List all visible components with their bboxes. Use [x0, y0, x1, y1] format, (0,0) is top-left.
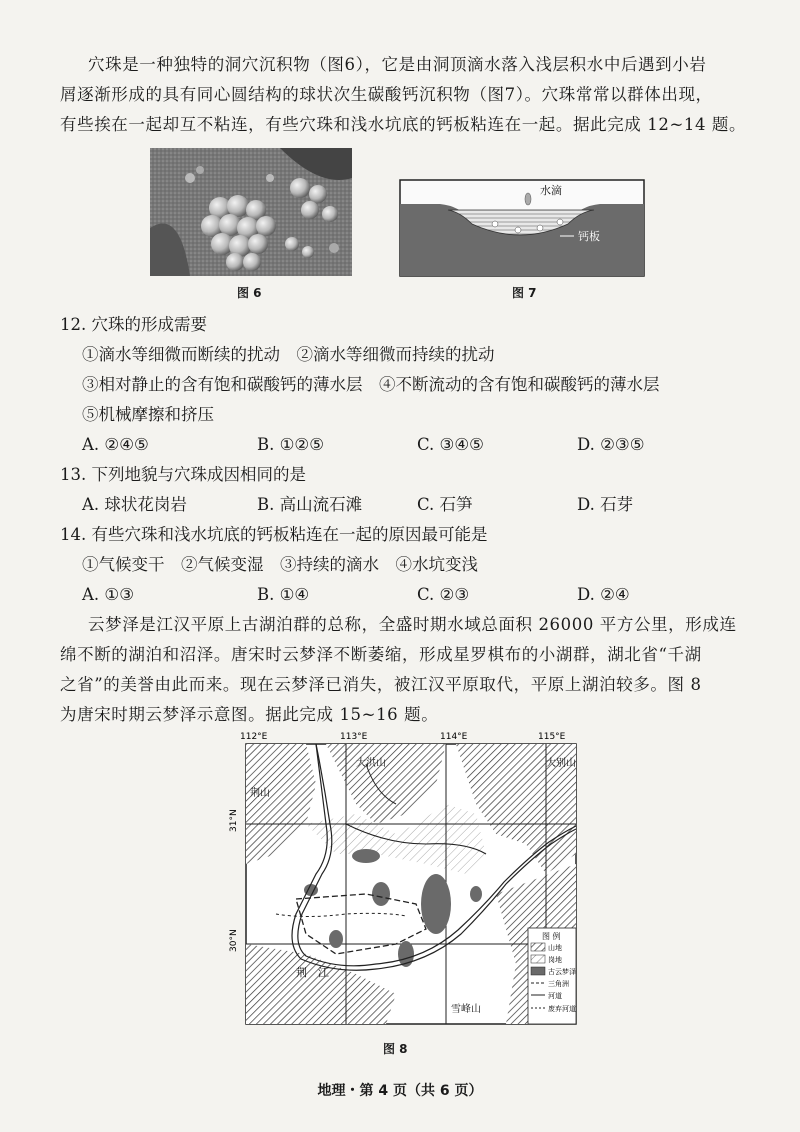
- label-water-drop: 水滴: [540, 184, 562, 197]
- intro-paragraph-1: [60, 50, 766, 140]
- lat-label: 31°N: [229, 809, 239, 832]
- lon-label: 112°E: [240, 732, 268, 742]
- water-drop-icon: [525, 193, 531, 205]
- intro-paragraph-2: [60, 610, 766, 730]
- label-dahongshan: 大洪山: [356, 758, 386, 769]
- figure-6-caption: 图 6: [237, 286, 262, 300]
- intro2-line: 之省”的美誉由此而来。现在云梦泽已消失，被江汉平原取代，平原上湖泊较多。图 8: [60, 675, 702, 694]
- figure-8-caption: 图 8: [383, 1042, 408, 1056]
- lake-yunmeng: [329, 930, 343, 948]
- lon-label: 115°E: [538, 732, 566, 742]
- choice-d[interactable]: D. ②③⑤: [577, 435, 645, 454]
- label-xuefengshan: 雪峰山: [451, 1004, 481, 1015]
- intro2-line: 云梦泽是江汉平原上古湖泊群的总称，全盛时期水域总面积 26000 平方公里，形成连: [88, 615, 737, 634]
- legend-title: 图 例: [542, 932, 561, 941]
- lon-label: 113°E: [340, 732, 368, 742]
- question-12-item: ⑤机械摩擦和挤压: [82, 405, 214, 424]
- choice-a[interactable]: A. ②④⑤: [82, 435, 149, 454]
- choice-c[interactable]: C. ②③: [417, 585, 470, 604]
- label-calcium-plate: 钙板: [578, 230, 600, 243]
- question-13-stem: 13. 下列地貌与穴珠成因相同的是: [60, 465, 306, 484]
- question-14-item: ①气候变干 ②气候变湿 ③持续的滴水 ④水坑变浅: [82, 555, 478, 574]
- intro2-line: 为唐宋时期云梦泽示意图。据此完成 15~16 题。: [60, 705, 439, 724]
- choice-d[interactable]: D. 石芽: [577, 495, 634, 514]
- choice-c[interactable]: C. 石笋: [417, 495, 473, 514]
- question-14-stem: 14. 有些穴珠和浅水坑底的钙板粘连在一起的原因最可能是: [60, 525, 488, 544]
- legend-mountain: 山地: [548, 944, 562, 952]
- lake-yunmeng: [352, 849, 380, 863]
- question-12-stem: 12. 穴珠的形成需要: [60, 315, 207, 334]
- lat-label: 30°N: [229, 929, 239, 952]
- question-13-choices: [82, 490, 722, 520]
- lake-yunmeng: [470, 886, 482, 902]
- legend-delta: 三角洲: [548, 980, 569, 988]
- intro1-line: 有些挨在一起却互不粘连，有些穴珠和浅水坑底的钙板粘连在一起。据此完成 12~14 题。: [60, 115, 747, 134]
- label-dabieshan: 大别山: [546, 758, 576, 769]
- choice-a[interactable]: A. 球状花岗岩: [82, 495, 187, 514]
- question-12-item: ①滴水等细微而断续的扰动 ②滴水等细微而持续的扰动: [82, 345, 495, 364]
- legend-abandoned: 废弃河道: [548, 1005, 576, 1013]
- question-14-choices: [82, 580, 722, 610]
- choice-b[interactable]: B. ①②⑤: [257, 435, 324, 454]
- legend-lake: 古云梦泽: [548, 968, 576, 976]
- choice-d[interactable]: D. ②④: [577, 585, 630, 604]
- figure-8-map: [229, 728, 588, 1034]
- page-footer: 地理・第 4 页（共 6 页）: [317, 1083, 483, 1099]
- intro2-line: 绵不断的湖泊和沼泽。唐宋时云梦泽不断萎缩，形成星罗棋布的小湖群，湖北省“千湖: [60, 645, 702, 664]
- map-legend: [528, 928, 576, 1024]
- label-jingshan: 荆山: [250, 788, 270, 799]
- figure-7-caption: 图 7: [512, 286, 537, 300]
- question-12-item: ③相对静止的含有饱和碳酸钙的薄水层 ④不断流动的含有饱和碳酸钙的薄水层: [82, 375, 660, 394]
- choice-a[interactable]: A. ①③: [82, 585, 134, 604]
- intro1-line: 穴珠是一种独特的洞穴沉积物（图6），它是由洞顶滴水落入浅层积水中后遇到小岩: [88, 55, 707, 74]
- legend-hill: 岗地: [548, 956, 562, 964]
- choice-b[interactable]: B. ①④: [257, 585, 310, 604]
- lake-yunmeng: [372, 882, 390, 906]
- choice-b[interactable]: B. 高山流石滩: [257, 495, 363, 514]
- label-jingjiang: 荆 江: [296, 966, 329, 979]
- choice-c[interactable]: C. ③④⑤: [417, 435, 484, 454]
- intro1-line: 屑逐渐形成的具有同心圆结构的球状次生碳酸钙沉积物（图7）。穴珠常常以群体出现，: [60, 85, 713, 104]
- lon-label: 114°E: [440, 732, 468, 742]
- figure-7-diagram: [400, 180, 644, 276]
- lake-yunmeng: [421, 874, 451, 934]
- question-12-choices: [82, 430, 722, 460]
- figure-6-photo: [150, 148, 352, 276]
- legend-river: 河道: [548, 992, 562, 1000]
